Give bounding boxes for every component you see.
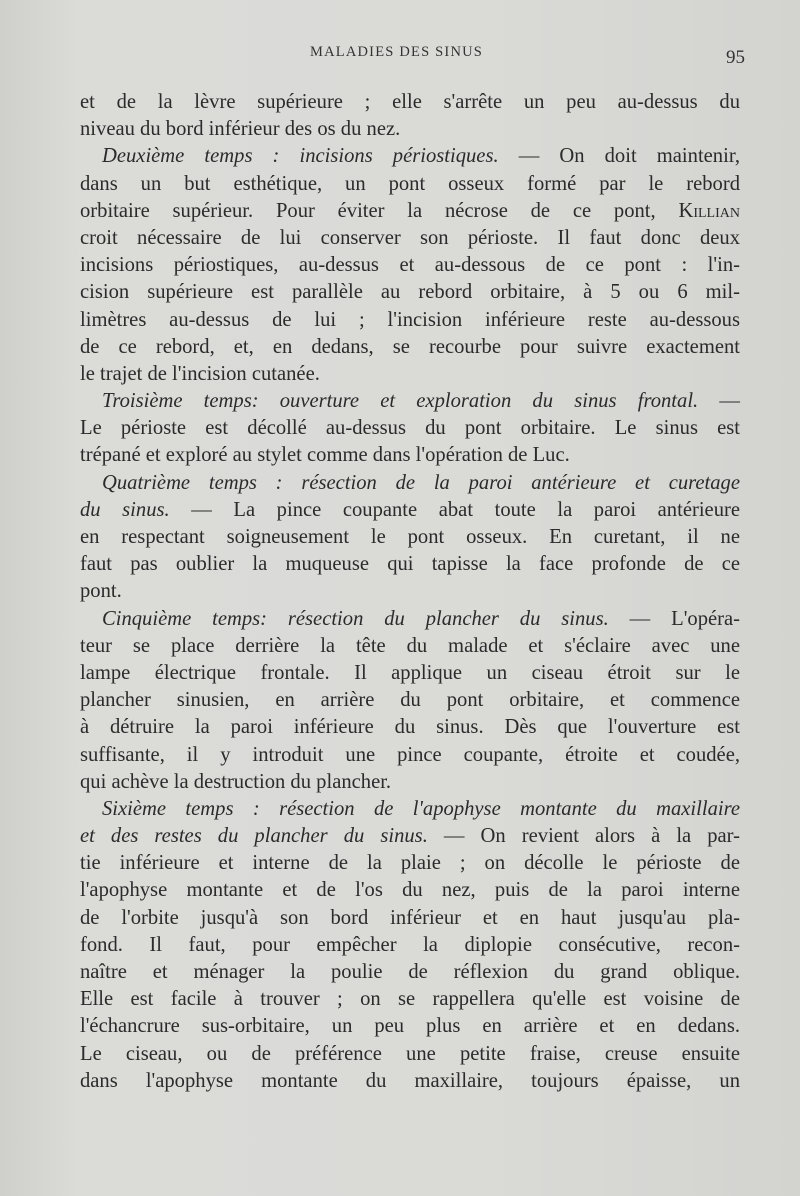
text-line xyxy=(80,633,740,660)
text-run: orbitaire supérieur. Pour éviter la nécrose de ce pont, xyxy=(80,199,679,222)
text-run: pont. xyxy=(80,580,122,603)
text-line xyxy=(80,415,740,442)
text-line xyxy=(80,714,740,741)
text-line xyxy=(80,1068,740,1095)
text-line xyxy=(80,1041,740,1068)
running-head: MALADIES DES SINUS xyxy=(310,44,484,60)
italic-run: Deuxième temps : incisions périostiques. xyxy=(102,145,499,168)
text-run: — xyxy=(698,390,740,413)
text-run: qui achève la destruction du plancher. xyxy=(80,770,392,793)
page-header xyxy=(0,44,800,74)
text-run: Le périoste est décollé au-dessus du pont orbitaire. Le sinus est xyxy=(80,417,740,440)
italic-run: Cinquième temps: résection du plancher du sinus. xyxy=(102,607,609,630)
text-line xyxy=(80,742,740,769)
text-run: teur se place derrière la tête du malade et s'éclaire avec une xyxy=(80,634,740,657)
text-run: et de la lèvre supérieure ; elle s'arrête un peu au-dessus du xyxy=(80,91,740,113)
text-line xyxy=(80,932,740,959)
text-run: — L'opéra- xyxy=(608,607,740,630)
text-line xyxy=(80,198,740,225)
text-run: l'échancrure sus-orbitaire, un peu plus en arrière et en dedans. xyxy=(80,1015,740,1038)
text-run: de ce rebord, et, en dedans, se recourbe pour suivre exactement xyxy=(80,335,740,358)
text-line xyxy=(80,524,740,551)
text-run: l'apophyse montante et de l'os du nez, puis de la paroi interne xyxy=(80,879,740,902)
text-run: suffisante, il y introduit une pince coupante, étroite et coudée, xyxy=(80,743,740,766)
text-line xyxy=(80,687,740,714)
body-text xyxy=(80,89,740,1095)
text-run: de l'orbite jusqu'à son bord inférieur et en haut jusqu'au pla- xyxy=(80,906,740,929)
text-run: — On doit maintenir, xyxy=(498,145,741,168)
smallcaps-run: Killian xyxy=(678,199,740,222)
text-run: naître et ménager la poulie de réflexion du grand oblique. xyxy=(80,961,740,983)
text-run: niveau du bord inférieur des os du nez. xyxy=(80,118,401,141)
text-line xyxy=(80,361,740,388)
text-run: fond. Il faut, pour empêcher la diplopie consécutive, recon- xyxy=(80,933,740,956)
text-run: — La pince coupante abat toute la paroi antérieure xyxy=(169,498,740,521)
text-line xyxy=(80,823,740,850)
text-line xyxy=(80,225,740,252)
text-run: dans l'apophyse montante du maxillaire, toujours épaisse, un xyxy=(80,1069,740,1092)
text-line xyxy=(80,551,740,578)
italic-run: Troisième temps: ouverture et exploration du sinus frontal. xyxy=(102,390,699,413)
text-run: cision supérieure est parallèle au rebord orbitaire, à 5 ou 6 mil- xyxy=(80,281,740,304)
text-line xyxy=(80,877,740,904)
text-line xyxy=(80,850,740,877)
text-line xyxy=(80,796,740,823)
text-line xyxy=(80,1013,740,1040)
text-line xyxy=(80,307,740,334)
text-line xyxy=(80,171,740,198)
text-line xyxy=(80,959,740,986)
text-line xyxy=(80,986,740,1013)
text-line xyxy=(80,769,740,796)
text-run: trépané et exploré au stylet comme dans l'opération de Luc. xyxy=(80,444,570,467)
text-run: lampe électrique frontale. Il applique un ciseau étroit sur le xyxy=(80,661,740,684)
text-line xyxy=(80,578,740,605)
text-run: limètres au-dessus de lui ; l'incision inférieure reste au-dessous xyxy=(80,308,740,331)
text-line xyxy=(80,470,740,497)
text-line xyxy=(80,442,740,469)
text-run: Le ciseau, ou de préférence une petite fraise, creuse ensuite xyxy=(80,1042,740,1065)
text-line xyxy=(80,89,740,116)
text-line xyxy=(80,252,740,279)
text-line xyxy=(80,334,740,361)
text-run: à détruire la paroi inférieure du sinus. Dès que l'ouverture est xyxy=(80,716,740,739)
text-line xyxy=(80,116,740,143)
text-run: Elle est facile à trouver ; on se rappellera qu'elle est voisine de xyxy=(80,988,740,1011)
italic-run: et des restes du plancher du sinus. xyxy=(80,825,428,848)
text-line xyxy=(80,279,740,306)
text-run: — On revient alors à la par- xyxy=(427,825,740,848)
italic-run: du sinus. xyxy=(80,498,170,521)
text-line xyxy=(80,388,740,415)
text-run: faut pas oublier la muqueuse qui tapisse la face profonde de ce xyxy=(80,553,740,576)
text-run: plancher sinusien, en arrière du pont orbitaire, et commence xyxy=(80,689,740,712)
text-run: croit nécessaire de lui conserver son périoste. Il faut donc deux xyxy=(80,226,740,249)
text-run: incisions périostiques, au-dessus et au-dessous de ce pont : l'in- xyxy=(80,254,740,277)
text-run: en respectant soigneusement le pont osseux. En curetant, il ne xyxy=(80,526,740,548)
text-line xyxy=(80,905,740,932)
text-line xyxy=(80,497,740,524)
italic-run: Sixième temps : résection de l'apophyse montante du maxillaire xyxy=(102,797,740,820)
page-number: 95 xyxy=(726,47,745,68)
text-line xyxy=(80,606,740,633)
italic-run: Quatrième temps : résection de la paroi antérieure et curetage xyxy=(102,471,740,494)
text-run: dans un but esthétique, un pont osseux formé par le rebord xyxy=(80,172,740,195)
text-line xyxy=(80,660,740,687)
text-run: tie inférieure et interne de la plaie ; on décolle le périoste de xyxy=(80,852,740,875)
text-run: le trajet de l'incision cutanée. xyxy=(80,362,320,385)
text-line xyxy=(80,143,740,170)
